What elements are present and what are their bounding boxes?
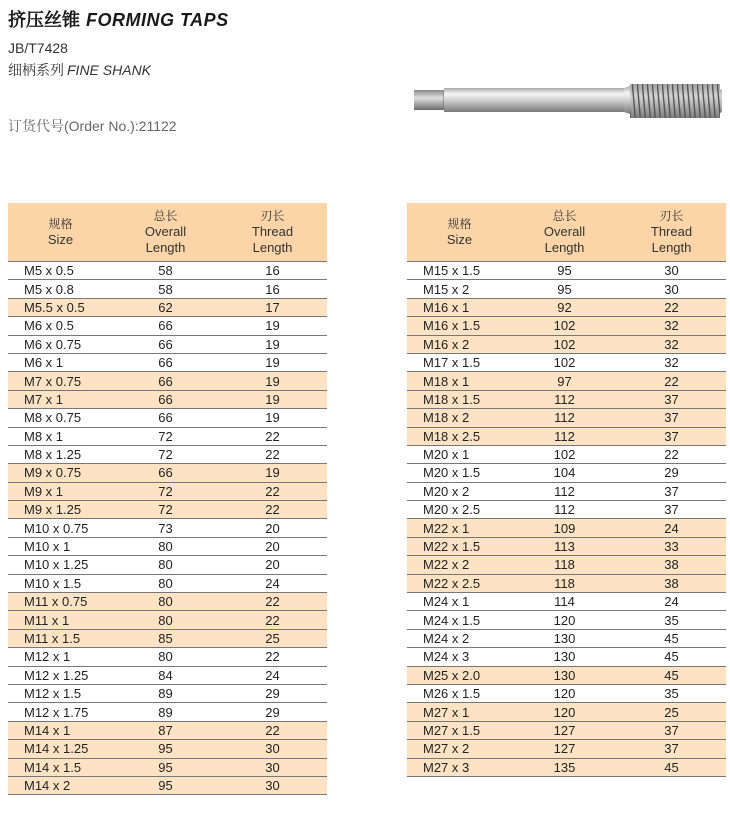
overall-length-cell: 80	[113, 537, 218, 555]
table-row	[407, 464, 726, 482]
table-row	[8, 556, 327, 574]
size-cell: M20 x 2.5	[407, 501, 512, 519]
forming-tap-image	[412, 80, 724, 126]
thread-length-cell: 45	[617, 666, 726, 684]
table-row	[8, 335, 327, 353]
table-row	[407, 593, 726, 611]
overall-length-cell: 127	[512, 740, 617, 758]
table-body-left	[8, 262, 327, 795]
thread-length-cell: 20	[218, 537, 327, 555]
thread-length-cell: 22	[218, 593, 327, 611]
size-cell: M11 x 0.75	[8, 593, 113, 611]
size-cell: M24 x 3	[407, 648, 512, 666]
standard-code: JB/T7428	[8, 40, 68, 56]
thread-length-cell: 20	[218, 519, 327, 537]
overall-length-cell: 118	[512, 574, 617, 592]
table-row	[407, 335, 726, 353]
size-cell: M10 x 0.75	[8, 519, 113, 537]
size-cell: M14 x 2	[8, 776, 113, 794]
table-row	[8, 482, 327, 500]
overall-length-cell: 97	[512, 372, 617, 390]
thread-length-cell: 19	[218, 372, 327, 390]
page-title	[8, 6, 229, 32]
thread-length-cell: 37	[617, 501, 726, 519]
table-row	[407, 353, 726, 371]
thread-length-cell: 22	[218, 611, 327, 629]
size-cell: M12 x 1.25	[8, 666, 113, 684]
overall-length-cell: 80	[113, 648, 218, 666]
overall-length-cell: 95	[512, 280, 617, 298]
size-cell: M27 x 1.5	[407, 721, 512, 739]
size-cell: M18 x 2.5	[407, 427, 512, 445]
overall-length-cell: 85	[113, 629, 218, 647]
thread-length-cell: 19	[218, 390, 327, 408]
table-row	[407, 758, 726, 776]
table-row	[407, 280, 726, 298]
overall-length-cell: 102	[512, 445, 617, 463]
thread-length-cell: 32	[617, 353, 726, 371]
table-row	[8, 519, 327, 537]
table-row	[407, 501, 726, 519]
table-row	[8, 740, 327, 758]
overall-length-cell: 127	[512, 721, 617, 739]
table-row	[8, 317, 327, 335]
size-cell: M16 x 1.5	[407, 317, 512, 335]
thread-length-cell: 22	[617, 445, 726, 463]
size-cell: M17 x 1.5	[407, 353, 512, 371]
size-cell: M14 x 1.5	[8, 758, 113, 776]
table-row	[407, 372, 726, 390]
size-cell: M15 x 1.5	[407, 262, 512, 280]
size-cell: M7 x 1	[8, 390, 113, 408]
overall-length-cell: 112	[512, 501, 617, 519]
table-row	[407, 611, 726, 629]
overall-length-cell: 66	[113, 390, 218, 408]
thread-length-cell: 20	[218, 556, 327, 574]
overall-length-cell: 72	[113, 427, 218, 445]
size-cell: M24 x 2	[407, 629, 512, 647]
size-cell: M18 x 1.5	[407, 390, 512, 408]
size-cell: M16 x 1	[407, 298, 512, 316]
size-cell: M5 x 0.5	[8, 262, 113, 280]
size-cell: M22 x 2.5	[407, 574, 512, 592]
thread-length-cell: 22	[218, 648, 327, 666]
overall-length-cell: 72	[113, 445, 218, 463]
thread-length-cell: 22	[617, 298, 726, 316]
table-row	[8, 574, 327, 592]
thread-length-cell: 37	[617, 390, 726, 408]
size-cell: M6 x 0.75	[8, 335, 113, 353]
series-english: FINE SHANK	[67, 62, 152, 78]
table-row	[8, 721, 327, 739]
overall-length-cell: 80	[113, 556, 218, 574]
overall-length-cell: 58	[113, 262, 218, 280]
table-row	[407, 666, 726, 684]
size-cell: M10 x 1.25	[8, 556, 113, 574]
size-cell: M5 x 0.8	[8, 280, 113, 298]
thread-length-cell: 37	[617, 740, 726, 758]
table-row	[407, 427, 726, 445]
overall-length-cell: 113	[512, 537, 617, 555]
table-row	[8, 703, 327, 721]
overall-length-cell: 130	[512, 666, 617, 684]
overall-length-cell: 73	[113, 519, 218, 537]
thread-length-cell: 24	[617, 593, 726, 611]
table-row	[8, 409, 327, 427]
size-cell: M9 x 1.25	[8, 501, 113, 519]
thread-length-cell: 16	[218, 262, 327, 280]
table-row	[8, 629, 327, 647]
size-cell: M12 x 1.75	[8, 703, 113, 721]
thread-length-cell: 29	[617, 464, 726, 482]
overall-length-cell: 66	[113, 353, 218, 371]
thread-length-cell: 19	[218, 353, 327, 371]
overall-length-cell: 95	[113, 740, 218, 758]
overall-length-cell: 62	[113, 298, 218, 316]
table-row	[407, 684, 726, 702]
overall-length-cell: 120	[512, 684, 617, 702]
overall-length-cell: 102	[512, 353, 617, 371]
size-cell: M7 x 0.75	[8, 372, 113, 390]
thread-length-cell: 24	[617, 519, 726, 537]
thread-length-cell: 22	[218, 445, 327, 463]
table-row	[8, 445, 327, 463]
thread-length-cell: 30	[617, 280, 726, 298]
table-row	[8, 464, 327, 482]
overall-length-cell: 120	[512, 703, 617, 721]
size-cell: M12 x 1	[8, 648, 113, 666]
column-header-size: 规格 Size	[8, 203, 113, 262]
overall-length-cell: 66	[113, 335, 218, 353]
table-row	[8, 390, 327, 408]
thread-length-cell: 29	[218, 703, 327, 721]
thread-length-cell: 19	[218, 409, 327, 427]
column-header-overall-length: 总长 Overall Length	[512, 203, 617, 262]
table-row	[8, 501, 327, 519]
size-cell: M11 x 1.5	[8, 629, 113, 647]
size-table-right	[407, 203, 726, 777]
table-row	[407, 721, 726, 739]
thread-length-cell: 37	[617, 409, 726, 427]
table-row	[407, 537, 726, 555]
table-row	[8, 611, 327, 629]
table-header-row	[8, 203, 327, 262]
thread-length-cell: 19	[218, 317, 327, 335]
column-header-thread-length: 刃长 Thread Length	[218, 203, 327, 262]
table-row	[8, 427, 327, 445]
thread-length-cell: 37	[617, 482, 726, 500]
size-cell: M14 x 1	[8, 721, 113, 739]
overall-length-cell: 80	[113, 593, 218, 611]
thread-length-cell: 37	[617, 721, 726, 739]
thread-length-cell: 24	[218, 666, 327, 684]
size-cell: M27 x 2	[407, 740, 512, 758]
overall-length-cell: 118	[512, 556, 617, 574]
thread-length-cell: 29	[218, 684, 327, 702]
overall-length-cell: 130	[512, 629, 617, 647]
size-cell: M27 x 3	[407, 758, 512, 776]
thread-length-cell: 45	[617, 648, 726, 666]
size-cell: M9 x 0.75	[8, 464, 113, 482]
thread-length-cell: 24	[218, 574, 327, 592]
column-header-overall-length: 总长 Overall Length	[113, 203, 218, 262]
table-row	[407, 556, 726, 574]
table-row	[407, 409, 726, 427]
overall-length-cell: 80	[113, 574, 218, 592]
thread-length-cell: 30	[218, 776, 327, 794]
thread-length-cell: 30	[218, 740, 327, 758]
table-row	[8, 537, 327, 555]
overall-length-cell: 112	[512, 390, 617, 408]
table-row	[407, 703, 726, 721]
overall-length-cell: 102	[512, 317, 617, 335]
thread-length-cell: 22	[218, 427, 327, 445]
title-english: FORMING TAPS	[86, 10, 229, 30]
overall-length-cell: 66	[113, 372, 218, 390]
table-row	[407, 390, 726, 408]
size-cell: M18 x 1	[407, 372, 512, 390]
thread-length-cell: 16	[218, 280, 327, 298]
overall-length-cell: 95	[113, 758, 218, 776]
table-body-right	[407, 262, 726, 777]
table-row	[8, 758, 327, 776]
order-number: 订货代号(Order No.):21122	[8, 118, 177, 134]
table-row	[8, 684, 327, 702]
size-cell: M15 x 2	[407, 280, 512, 298]
table-row	[407, 262, 726, 280]
table-row	[8, 372, 327, 390]
table-header-row	[407, 203, 726, 262]
size-cell: M12 x 1.5	[8, 684, 113, 702]
size-cell: M20 x 1.5	[407, 464, 512, 482]
size-cell: M25 x 2.0	[407, 666, 512, 684]
table-row	[8, 776, 327, 794]
size-cell: M18 x 2	[407, 409, 512, 427]
thread-length-cell: 30	[617, 262, 726, 280]
size-cell: M10 x 1	[8, 537, 113, 555]
table-row	[8, 280, 327, 298]
size-cell: M22 x 2	[407, 556, 512, 574]
thread-length-cell: 35	[617, 611, 726, 629]
size-cell: M8 x 1.25	[8, 445, 113, 463]
thread-length-cell: 38	[617, 556, 726, 574]
size-cell: M20 x 2	[407, 482, 512, 500]
overall-length-cell: 80	[113, 611, 218, 629]
thread-length-cell: 22	[218, 482, 327, 500]
table-row	[407, 519, 726, 537]
thread-length-cell: 32	[617, 317, 726, 335]
table-row	[407, 445, 726, 463]
thread-length-cell: 19	[218, 335, 327, 353]
table-row	[407, 317, 726, 335]
size-cell: M22 x 1.5	[407, 537, 512, 555]
size-cell: M11 x 1	[8, 611, 113, 629]
size-cell: M20 x 1	[407, 445, 512, 463]
size-cell: M24 x 1.5	[407, 611, 512, 629]
table-row	[407, 629, 726, 647]
table-row	[407, 482, 726, 500]
size-cell: M8 x 1	[8, 427, 113, 445]
thread-length-cell: 22	[218, 501, 327, 519]
overall-length-cell: 102	[512, 335, 617, 353]
column-header-thread-length: 刃长 Thread Length	[617, 203, 726, 262]
overall-length-cell: 66	[113, 464, 218, 482]
size-cell: M24 x 1	[407, 593, 512, 611]
size-table-left	[8, 203, 327, 795]
table-row	[8, 593, 327, 611]
size-cell: M9 x 1	[8, 482, 113, 500]
size-cell: M16 x 2	[407, 335, 512, 353]
overall-length-cell: 66	[113, 409, 218, 427]
size-cell: M26 x 1.5	[407, 684, 512, 702]
overall-length-cell: 120	[512, 611, 617, 629]
size-cell: M27 x 1	[407, 703, 512, 721]
thread-length-cell: 32	[617, 335, 726, 353]
table-row	[407, 740, 726, 758]
overall-length-cell: 58	[113, 280, 218, 298]
overall-length-cell: 135	[512, 758, 617, 776]
thread-length-cell: 37	[617, 427, 726, 445]
overall-length-cell: 112	[512, 427, 617, 445]
overall-length-cell: 72	[113, 482, 218, 500]
overall-length-cell: 72	[113, 501, 218, 519]
overall-length-cell: 87	[113, 721, 218, 739]
thread-length-cell: 17	[218, 298, 327, 316]
thread-length-cell: 22	[617, 372, 726, 390]
table-row	[407, 648, 726, 666]
title-chinese: 挤压丝锥	[8, 10, 80, 31]
thread-length-cell: 33	[617, 537, 726, 555]
thread-length-cell: 45	[617, 758, 726, 776]
thread-length-cell: 45	[617, 629, 726, 647]
overall-length-cell: 112	[512, 482, 617, 500]
series-chinese: 细柄系列	[8, 62, 64, 78]
size-cell: M5.5 x 0.5	[8, 298, 113, 316]
thread-length-cell: 25	[218, 629, 327, 647]
table-row	[407, 298, 726, 316]
overall-length-cell: 104	[512, 464, 617, 482]
size-cell: M6 x 0.5	[8, 317, 113, 335]
overall-length-cell: 130	[512, 648, 617, 666]
series-label	[8, 60, 151, 80]
size-cell: M6 x 1	[8, 353, 113, 371]
overall-length-cell: 109	[512, 519, 617, 537]
overall-length-cell: 112	[512, 409, 617, 427]
table-row	[8, 353, 327, 371]
size-cell: M8 x 0.75	[8, 409, 113, 427]
table-row	[407, 574, 726, 592]
table-row	[8, 666, 327, 684]
overall-length-cell: 114	[512, 593, 617, 611]
thread-length-cell: 22	[218, 721, 327, 739]
overall-length-cell: 84	[113, 666, 218, 684]
size-cell: M10 x 1.5	[8, 574, 113, 592]
column-header-size: 规格 Size	[407, 203, 512, 262]
size-cell: M22 x 1	[407, 519, 512, 537]
table-row	[8, 648, 327, 666]
overall-length-cell: 95	[512, 262, 617, 280]
thread-length-cell: 35	[617, 684, 726, 702]
overall-length-cell: 92	[512, 298, 617, 316]
overall-length-cell: 66	[113, 317, 218, 335]
thread-length-cell: 30	[218, 758, 327, 776]
table-row	[8, 262, 327, 280]
overall-length-cell: 89	[113, 703, 218, 721]
overall-length-cell: 95	[113, 776, 218, 794]
table-row	[8, 298, 327, 316]
overall-length-cell: 89	[113, 684, 218, 702]
thread-length-cell: 19	[218, 464, 327, 482]
size-cell: M14 x 1.25	[8, 740, 113, 758]
thread-length-cell: 25	[617, 703, 726, 721]
thread-length-cell: 38	[617, 574, 726, 592]
